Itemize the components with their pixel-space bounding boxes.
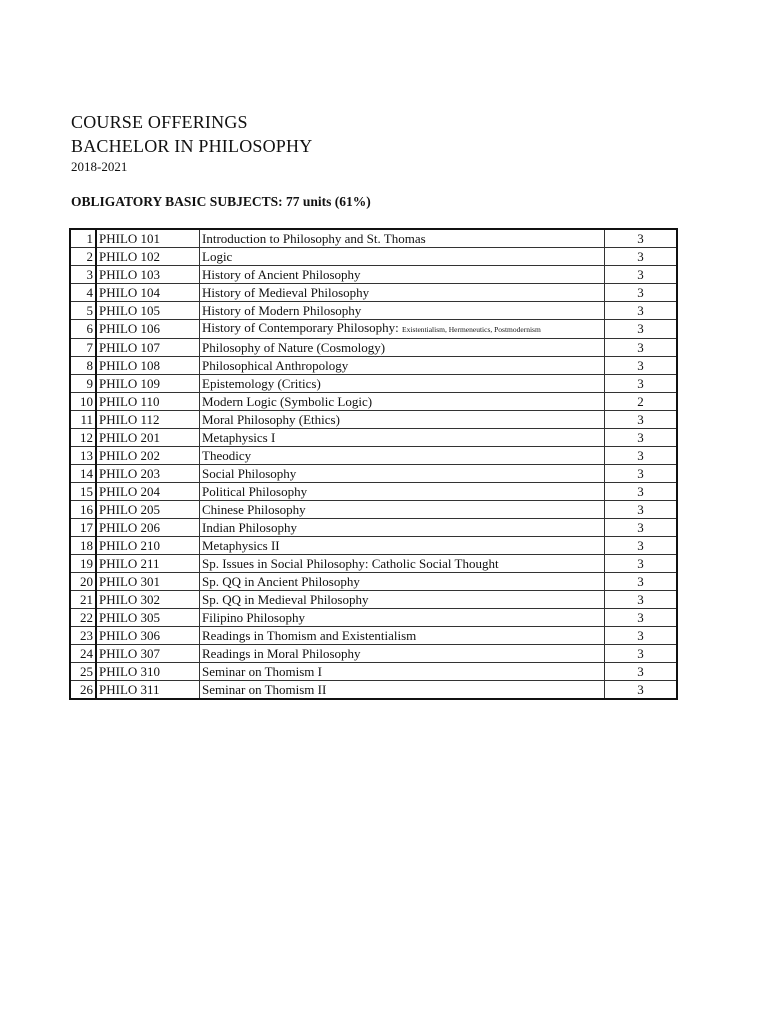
course-title: Seminar on Thomism I bbox=[202, 663, 323, 679]
row-number: 21 bbox=[70, 591, 96, 609]
course-title-cell bbox=[200, 375, 605, 393]
course-title: History of Medieval Philosophy bbox=[202, 284, 370, 300]
course-units: 3 bbox=[605, 284, 678, 302]
course-title-cell bbox=[200, 320, 605, 339]
course-code: PHILO 302 bbox=[96, 591, 200, 609]
section-heading: OBLIGATORY BASIC SUBJECTS: 77 units (61%) bbox=[71, 194, 371, 209]
course-units: 3 bbox=[605, 447, 678, 465]
course-units: 3 bbox=[605, 681, 678, 700]
course-title-cell bbox=[200, 483, 605, 501]
course-title: Readings in Thomism and Existentialism bbox=[202, 627, 417, 643]
course-title-cell bbox=[200, 519, 605, 537]
course-title: Seminar on Thomism II bbox=[202, 681, 327, 697]
table-row bbox=[70, 591, 677, 609]
row-number: 19 bbox=[70, 555, 96, 573]
table-row bbox=[70, 609, 677, 627]
course-code: PHILO 306 bbox=[96, 627, 200, 645]
course-units: 3 bbox=[605, 591, 678, 609]
course-title: Chinese Philosophy bbox=[202, 501, 306, 517]
row-number: 18 bbox=[70, 537, 96, 555]
course-units: 3 bbox=[605, 266, 678, 284]
row-number: 5 bbox=[70, 302, 96, 320]
course-title: Moral Philosophy (Ethics) bbox=[202, 411, 340, 427]
course-table bbox=[69, 228, 678, 700]
row-number: 17 bbox=[70, 519, 96, 537]
table-row bbox=[70, 483, 677, 501]
course-code: PHILO 104 bbox=[96, 284, 200, 302]
row-number: 3 bbox=[70, 266, 96, 284]
course-title: Political Philosophy bbox=[202, 483, 308, 499]
course-title-cell bbox=[200, 627, 605, 645]
row-number: 7 bbox=[70, 339, 96, 357]
row-number: 11 bbox=[70, 411, 96, 429]
table-row bbox=[70, 429, 677, 447]
course-code: PHILO 107 bbox=[96, 339, 200, 357]
course-title-cell bbox=[200, 339, 605, 357]
row-number: 20 bbox=[70, 573, 96, 591]
row-number: 8 bbox=[70, 357, 96, 375]
course-units: 3 bbox=[605, 663, 678, 681]
course-code: PHILO 202 bbox=[96, 447, 200, 465]
course-units: 3 bbox=[605, 519, 678, 537]
course-title: Readings in Moral Philosophy bbox=[202, 645, 361, 661]
course-title-cell bbox=[200, 591, 605, 609]
course-title-cell bbox=[200, 302, 605, 320]
table-row bbox=[70, 681, 677, 700]
course-code: PHILO 105 bbox=[96, 302, 200, 320]
course-title-cell bbox=[200, 465, 605, 483]
table-row bbox=[70, 411, 677, 429]
course-title-cell bbox=[200, 501, 605, 519]
table-row bbox=[70, 229, 677, 248]
course-code: PHILO 203 bbox=[96, 465, 200, 483]
table-row bbox=[70, 375, 677, 393]
course-title: Indian Philosophy bbox=[202, 519, 297, 535]
course-title: Filipino Philosophy bbox=[202, 609, 305, 625]
course-code: PHILO 112 bbox=[96, 411, 200, 429]
course-title-cell bbox=[200, 429, 605, 447]
course-title: History of Contemporary Philosophy: bbox=[202, 320, 399, 335]
course-title-cell bbox=[200, 537, 605, 555]
course-units: 3 bbox=[605, 555, 678, 573]
course-note: Existentialism, Hermeneutics, Postmodernism bbox=[402, 325, 541, 334]
course-code: PHILO 307 bbox=[96, 645, 200, 663]
course-code: PHILO 211 bbox=[96, 555, 200, 573]
row-number: 4 bbox=[70, 284, 96, 302]
academic-years: 2018-2021 bbox=[71, 159, 128, 174]
course-code: PHILO 108 bbox=[96, 357, 200, 375]
course-title-cell bbox=[200, 645, 605, 663]
row-number: 6 bbox=[70, 320, 96, 339]
row-number: 16 bbox=[70, 501, 96, 519]
course-title: Metaphysics I bbox=[202, 429, 276, 445]
course-code: PHILO 301 bbox=[96, 573, 200, 591]
row-number: 1 bbox=[70, 229, 96, 248]
course-title-cell bbox=[200, 681, 605, 700]
course-units: 3 bbox=[605, 339, 678, 357]
row-number: 9 bbox=[70, 375, 96, 393]
row-number: 24 bbox=[70, 645, 96, 663]
course-units: 3 bbox=[605, 483, 678, 501]
course-table-body bbox=[70, 229, 677, 699]
course-units: 3 bbox=[605, 248, 678, 266]
course-title: Logic bbox=[202, 248, 233, 264]
table-row bbox=[70, 645, 677, 663]
course-units: 3 bbox=[605, 302, 678, 320]
course-units: 3 bbox=[605, 429, 678, 447]
course-title-cell bbox=[200, 609, 605, 627]
table-row bbox=[70, 248, 677, 266]
course-units: 3 bbox=[605, 357, 678, 375]
course-title: Epistemology (Critics) bbox=[202, 375, 321, 391]
table-row bbox=[70, 519, 677, 537]
row-number: 2 bbox=[70, 248, 96, 266]
document-title: COURSE OFFERINGS bbox=[71, 112, 248, 132]
course-title: Philosophical Anthropology bbox=[202, 357, 349, 373]
course-code: PHILO 101 bbox=[96, 229, 200, 248]
course-title-cell bbox=[200, 284, 605, 302]
row-number: 25 bbox=[70, 663, 96, 681]
row-number: 13 bbox=[70, 447, 96, 465]
course-code: PHILO 204 bbox=[96, 483, 200, 501]
course-units: 3 bbox=[605, 573, 678, 591]
table-row bbox=[70, 393, 677, 411]
row-number: 12 bbox=[70, 429, 96, 447]
course-code: PHILO 109 bbox=[96, 375, 200, 393]
course-units: 3 bbox=[605, 375, 678, 393]
course-code: PHILO 102 bbox=[96, 248, 200, 266]
course-title: Sp. Issues in Social Philosophy: Catholic Social Thought bbox=[202, 555, 499, 571]
course-code: PHILO 206 bbox=[96, 519, 200, 537]
course-title-cell bbox=[200, 393, 605, 411]
course-title-cell bbox=[200, 573, 605, 591]
row-number: 14 bbox=[70, 465, 96, 483]
course-title: Social Philosophy bbox=[202, 465, 297, 481]
course-code: PHILO 305 bbox=[96, 609, 200, 627]
course-code: PHILO 311 bbox=[96, 681, 200, 700]
course-title: History of Modern Philosophy bbox=[202, 302, 362, 318]
table-row bbox=[70, 339, 677, 357]
table-row bbox=[70, 302, 677, 320]
table-row bbox=[70, 555, 677, 573]
table-row bbox=[70, 537, 677, 555]
course-units: 3 bbox=[605, 537, 678, 555]
course-code: PHILO 103 bbox=[96, 266, 200, 284]
table-row bbox=[70, 320, 677, 339]
course-title-cell bbox=[200, 229, 605, 248]
course-title-cell bbox=[200, 357, 605, 375]
row-number: 26 bbox=[70, 681, 96, 700]
course-title: Theodicy bbox=[202, 447, 252, 463]
course-code: PHILO 110 bbox=[96, 393, 200, 411]
course-title: Metaphysics II bbox=[202, 537, 280, 553]
course-title: Philosophy of Nature (Cosmology) bbox=[202, 339, 386, 355]
row-number: 23 bbox=[70, 627, 96, 645]
course-units: 2 bbox=[605, 393, 678, 411]
course-title-cell bbox=[200, 663, 605, 681]
course-title: Sp. QQ in Medieval Philosophy bbox=[202, 591, 369, 607]
course-title-cell bbox=[200, 266, 605, 284]
program-title: BACHELOR IN PHILOSOPHY bbox=[71, 136, 313, 156]
table-row bbox=[70, 573, 677, 591]
course-title: Introduction to Philosophy and St. Thomas bbox=[202, 230, 426, 246]
course-title-cell bbox=[200, 447, 605, 465]
course-units: 3 bbox=[605, 645, 678, 663]
course-title-cell bbox=[200, 248, 605, 266]
course-title: History of Ancient Philosophy bbox=[202, 266, 361, 282]
course-code: PHILO 210 bbox=[96, 537, 200, 555]
course-units: 3 bbox=[605, 501, 678, 519]
course-code: PHILO 205 bbox=[96, 501, 200, 519]
course-units: 3 bbox=[605, 411, 678, 429]
course-units: 3 bbox=[605, 627, 678, 645]
table-row bbox=[70, 284, 677, 302]
course-code: PHILO 310 bbox=[96, 663, 200, 681]
course-title-cell bbox=[200, 555, 605, 573]
table-row bbox=[70, 465, 677, 483]
table-row bbox=[70, 447, 677, 465]
row-number: 22 bbox=[70, 609, 96, 627]
course-units: 3 bbox=[605, 465, 678, 483]
course-code: PHILO 201 bbox=[96, 429, 200, 447]
course-code: PHILO 106 bbox=[96, 320, 200, 339]
course-units: 3 bbox=[605, 320, 678, 339]
row-number: 10 bbox=[70, 393, 96, 411]
table-row bbox=[70, 501, 677, 519]
table-row bbox=[70, 266, 677, 284]
table-row bbox=[70, 627, 677, 645]
table-row bbox=[70, 357, 677, 375]
row-number: 15 bbox=[70, 483, 96, 501]
course-units: 3 bbox=[605, 609, 678, 627]
course-title-cell bbox=[200, 411, 605, 429]
course-title: Modern Logic (Symbolic Logic) bbox=[202, 393, 373, 409]
course-title: Sp. QQ in Ancient Philosophy bbox=[202, 573, 360, 589]
table-row bbox=[70, 663, 677, 681]
course-units: 3 bbox=[605, 229, 678, 248]
